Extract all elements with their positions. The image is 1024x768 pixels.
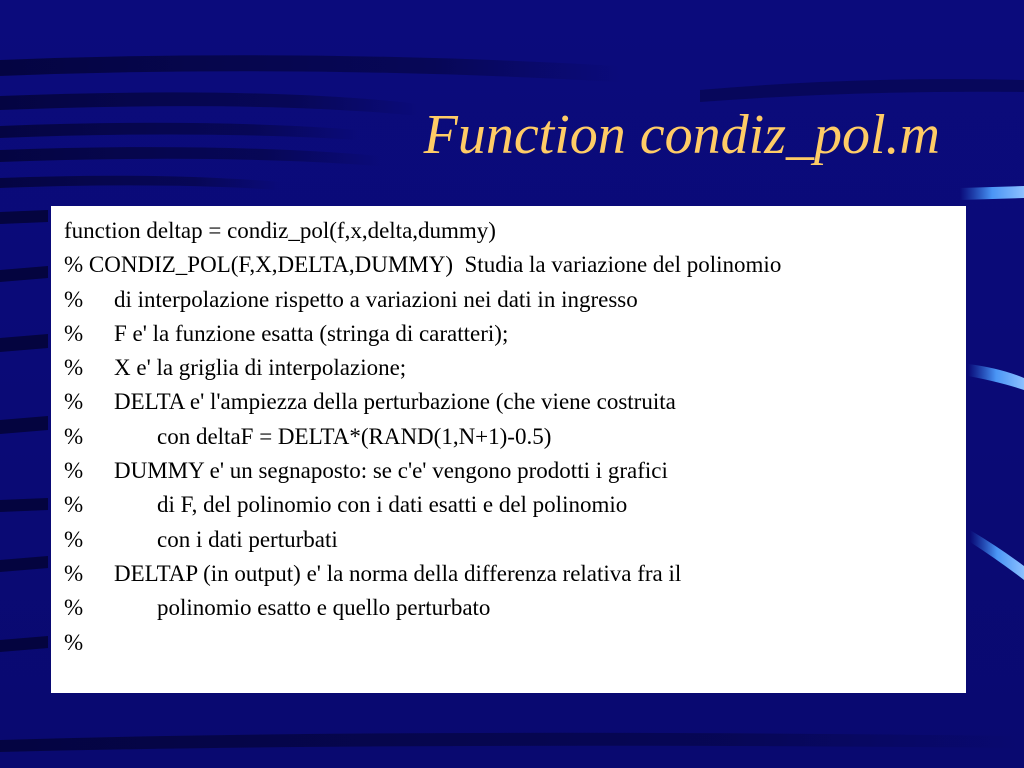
code-signature: function deltap = condiz_pol(f,x,delta,dummy) bbox=[64, 218, 496, 243]
comment-text: con deltaF = DELTA*(RAND(1,N+1)-0.5) bbox=[157, 423, 552, 449]
comment-text: polinomio esatto e quello perturbato bbox=[157, 595, 491, 621]
code-comment-line bbox=[64, 420, 966, 454]
comment-text: DUMMY e' un segnaposto: se c'e' vengono prodotti i grafici bbox=[114, 458, 668, 484]
comment-mark: % bbox=[64, 458, 84, 484]
comment-mark: % bbox=[64, 423, 84, 449]
code-comment-line bbox=[64, 488, 966, 522]
code-comment-line bbox=[64, 283, 966, 317]
comment-mark: % bbox=[64, 595, 84, 621]
code-comment-line bbox=[64, 626, 966, 660]
slide-title: Function condiz_pol.m bbox=[423, 104, 940, 166]
comment-text: di F, del polinomio con i dati esatti e del polinomio bbox=[157, 492, 628, 518]
comment-mark: % bbox=[64, 526, 84, 552]
code-comment-line bbox=[64, 351, 966, 385]
code-listing bbox=[51, 206, 966, 693]
comment-mark: % bbox=[64, 320, 84, 346]
comment-text: DELTAP (in output) e' la norma della differenza relativa fra il bbox=[114, 560, 682, 586]
code-header: % CONDIZ_POL(F,X,DELTA,DUMMY) Studia la variazione del polinomio bbox=[64, 252, 782, 278]
comment-text: di interpolazione rispetto a variazioni nei dati in ingresso bbox=[114, 286, 638, 312]
comment-mark: % bbox=[64, 629, 84, 655]
code-comment-line bbox=[64, 385, 966, 419]
code-signature-line bbox=[64, 214, 966, 248]
comment-text: F e' la funzione esatta (stringa di caratteri); bbox=[114, 320, 509, 346]
code-comment-line bbox=[64, 591, 966, 625]
comment-mark: % bbox=[64, 560, 84, 586]
blue-accents bbox=[960, 186, 1024, 580]
comment-mark: % bbox=[64, 389, 84, 415]
comment-mark: % bbox=[64, 286, 84, 312]
comment-mark: % bbox=[64, 355, 84, 381]
code-comment-line bbox=[64, 557, 966, 591]
code-comment-line bbox=[64, 317, 966, 351]
comment-mark: % bbox=[64, 492, 84, 518]
code-comment-line bbox=[64, 454, 966, 488]
code-header-line bbox=[64, 248, 966, 282]
comment-text: con i dati perturbati bbox=[157, 526, 338, 552]
code-comment-line bbox=[64, 523, 966, 557]
comment-text: DELTA e' l'ampiezza della perturbazione (che viene costruita bbox=[114, 389, 676, 415]
comment-text: X e' la griglia di interpolazione; bbox=[114, 355, 407, 381]
